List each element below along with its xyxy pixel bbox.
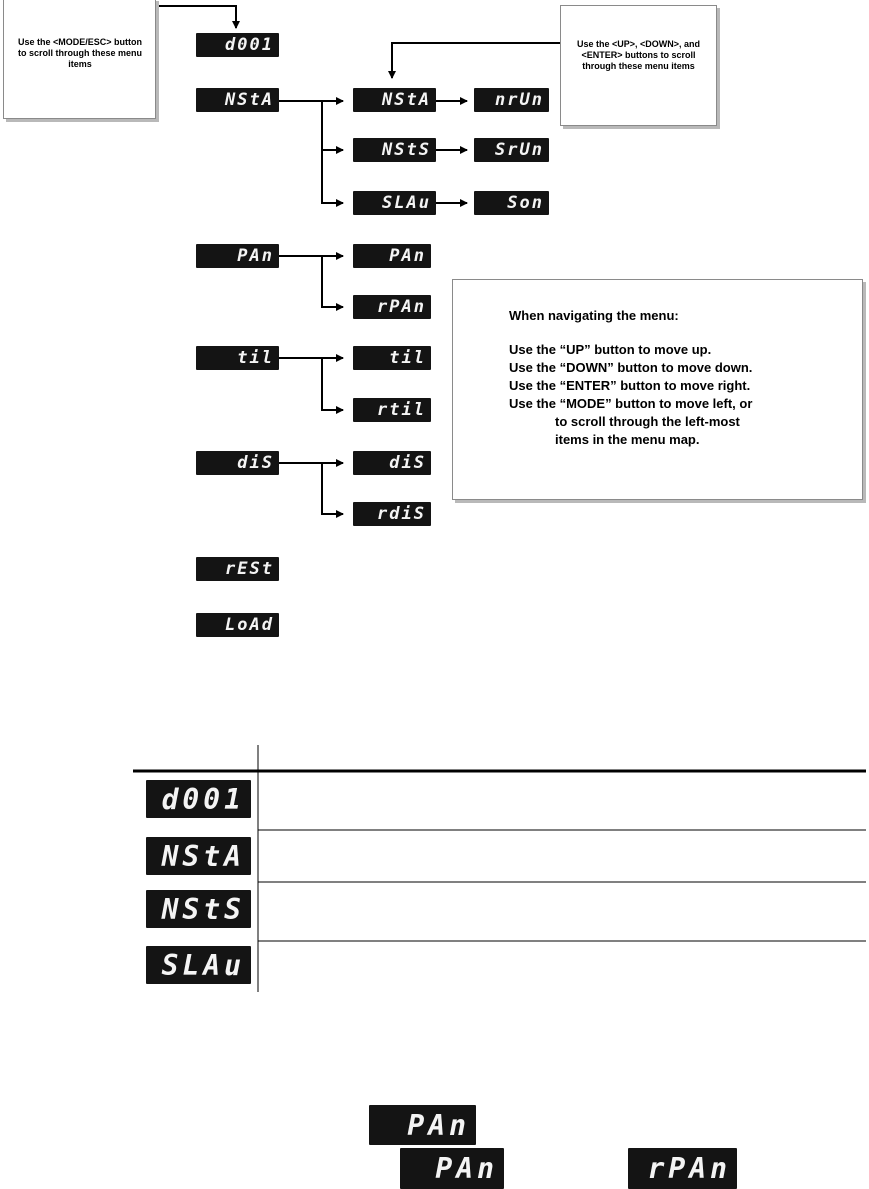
table-row-SLAu-display: SLAu [146,946,251,984]
submenu-item-rdiS: rdiS [353,502,431,526]
menu-item-diS: diS [196,451,279,475]
submenu-item-SLAu: SLAu [353,191,436,215]
value-item-SrUn: SrUn [474,138,549,162]
navigation-help-line: Use the “ENTER” button to move right. [509,378,751,393]
value-item-nrUn: nrUn [474,88,549,112]
mode-esc-note: Use the <MODE/ESC> button to scroll through these menu items [17,37,142,69]
submenu-item-rPAn: rPAn [353,295,431,319]
submenu-item-PAn: PAn [353,244,431,268]
table-row-d001-display: d001 [146,780,251,818]
navigation-help-line: Use the “UP” button to move up. [509,342,712,357]
table-row-NStS-display: NStS [146,890,251,928]
submenu-item-til: til [353,346,431,370]
navigation-help-line: Use the “MODE” button to move left, or [509,396,753,411]
table-row-NStA-display: NStA [146,837,251,875]
menu-item-PAn: PAn [196,244,279,268]
submenu-item-NStS: NStS [353,138,436,162]
menu-item-LoAd: LoAd [196,613,279,637]
submenu-item-rtil: rtil [353,398,431,422]
menu-item-rESt: rESt [196,557,279,581]
value-item-Son: Son [474,191,549,215]
menu-item-d001: d001 [196,33,279,57]
menu-item-NStA: NStA [196,88,279,112]
navigation-help-line: to scroll through the left-most [555,414,740,429]
display-PAn: PAn [400,1148,504,1189]
menu-item-til: til [196,346,279,370]
submenu-item-NStA: NStA [353,88,436,112]
submenu-item-diS: diS [353,451,431,475]
display-PAn: PAn [369,1105,476,1145]
up-down-enter-note: Use the <UP>, <DOWN>, and <ENTER> buttons to scroll through these menu items [576,39,701,71]
navigation-help-line: Use the “DOWN” button to move down. [509,360,753,375]
navigation-help-line: items in the menu map. [555,432,700,447]
navigation-help-title: When navigating the menu: [509,308,679,323]
display-rPAn: rPAn [628,1148,737,1189]
navigation-help-box [452,279,863,500]
